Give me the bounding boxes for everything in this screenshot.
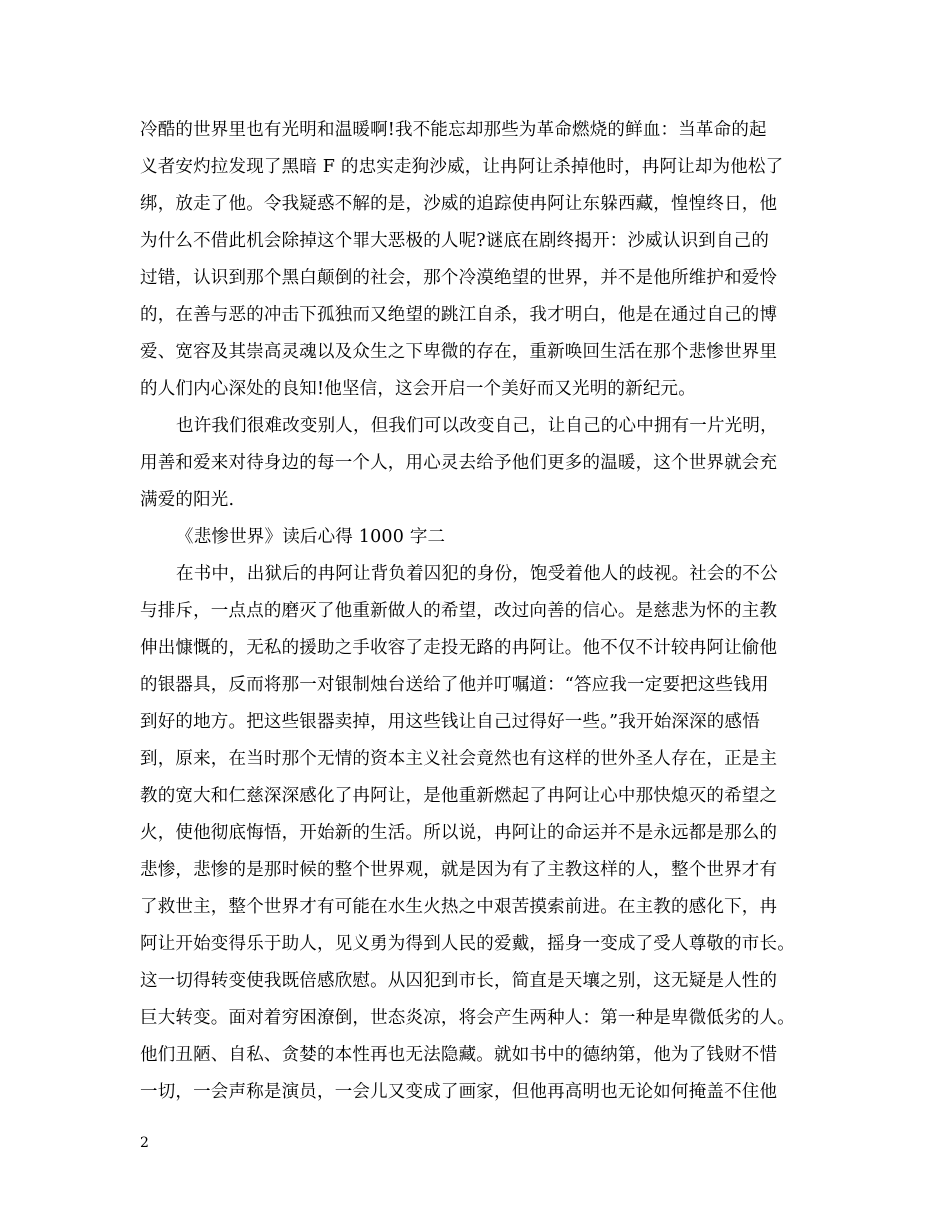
text-line: 绑，放走了他。令我疑惑不解的是，沙威的追踪使冉阿让东躲西藏，惶惶终日，他: [140, 194, 778, 214]
text-line: 他们丑陋、自私、贪婪的本性再也无法隐藏。就如书中的德纳第，他为了钱财不惜: [140, 1045, 778, 1065]
text-line: 伸出慷慨的，无私的援助之手收容了走投无路的冉阿让。他不仅不计较冉阿让偷他: [140, 638, 778, 658]
text-line: 这一切得转变使我既倍感欣慰。从囚犯到市长，简直是天壤之别，这无疑是人性的: [140, 971, 778, 991]
text-line: 义者安灼拉发现了黑暗 F 的忠实走狗沙威，让冉阿让杀掉他时，冉阿让却为他松了: [140, 157, 784, 177]
text-line: 教的宽大和仁慈深深感化了冉阿让，是他重新燃起了冉阿让心中那快熄灭的希望之: [140, 786, 778, 806]
text-line: 一切，一会声称是演员，一会儿又变成了画家，但他再高明也无论如何掩盖不住他: [140, 1082, 778, 1102]
paragraph-first-line: 也许我们很难改变别人，但我们可以改变自己，让自己的心中拥有一片光明，: [176, 416, 778, 436]
text-line: 了救世主，整个世界才有可能在水生火热之中艰苦摸索前进。在主教的感化下，冉: [140, 897, 778, 917]
text-line: 为什么不借此机会除掉这个罪大恶极的人呢?谜底在剧终揭开：沙威认识到自己的: [140, 231, 770, 251]
section-heading: 《悲惨世界》读后心得 1000 字二: [176, 527, 446, 547]
text-line: 阿让开始变得乐于助人，见义勇为得到人民的爱戴，摇身一变成了受人尊敬的市长。: [140, 934, 795, 954]
text-line: 用善和爱来对待身边的每一个人，用心灵去给予他们更多的温暖，这个世界就会充: [140, 453, 778, 473]
text-line: 火，使他彻底悔悟，开始新的生活。所以说，冉阿让的命运并不是永远都是那么的: [140, 823, 778, 843]
text-line: 的银器具，反而将那一对银制烛台送给了他并叮嘱道：“答应我一定要把这些钱用: [140, 675, 769, 695]
text-line: 到，原来，在当时那个无情的资本主义社会竟然也有这样的世外圣人存在，正是主: [140, 749, 778, 769]
text-line: 与排斥，一点点的磨灭了他重新做人的希望，改过向善的信心。是慈悲为怀的主教: [140, 601, 778, 621]
text-line: 爱、宽容及其崇高灵魂以及众生之下卑微的存在，重新唤回生活在那个悲惨世界里: [140, 342, 778, 362]
text-line: 悲惨，悲惨的是那时候的整个世界观，就是因为有了主教这样的人，整个世界才有: [140, 860, 778, 880]
page-number: 2: [140, 1135, 149, 1151]
text-line: 过错，认识到那个黑白颠倒的社会，那个冷漠绝望的世界，并不是他所维护和爱怜: [140, 268, 778, 288]
paragraph-first-line: 在书中，出狱后的冉阿让背负着囚犯的身份，饱受着他人的歧视。社会的不公: [176, 564, 778, 584]
text-line: 满爱的阳光.: [140, 490, 235, 510]
text-line: 巨大转变。面对着穷困潦倒，世态炎凉，将会产生两种人：第一种是卑微低劣的人。: [140, 1008, 795, 1028]
text-line: 冷酷的世界里也有光明和温暖啊!我不能忘却那些为革命燃烧的鲜血：当革命的起: [140, 120, 767, 140]
text-line: 的人们内心深处的良知!他坚信，这会开启一个美好而又光明的新纪元。: [140, 379, 696, 399]
text-line: 的，在善与恶的冲击下孤独而又绝望的跳江自杀，我才明白，他是在通过自己的博: [140, 305, 778, 325]
text-line: 到好的地方。把这些银器卖掉，用这些钱让自己过得好一些。”我开始深深的感悟: [140, 712, 760, 732]
